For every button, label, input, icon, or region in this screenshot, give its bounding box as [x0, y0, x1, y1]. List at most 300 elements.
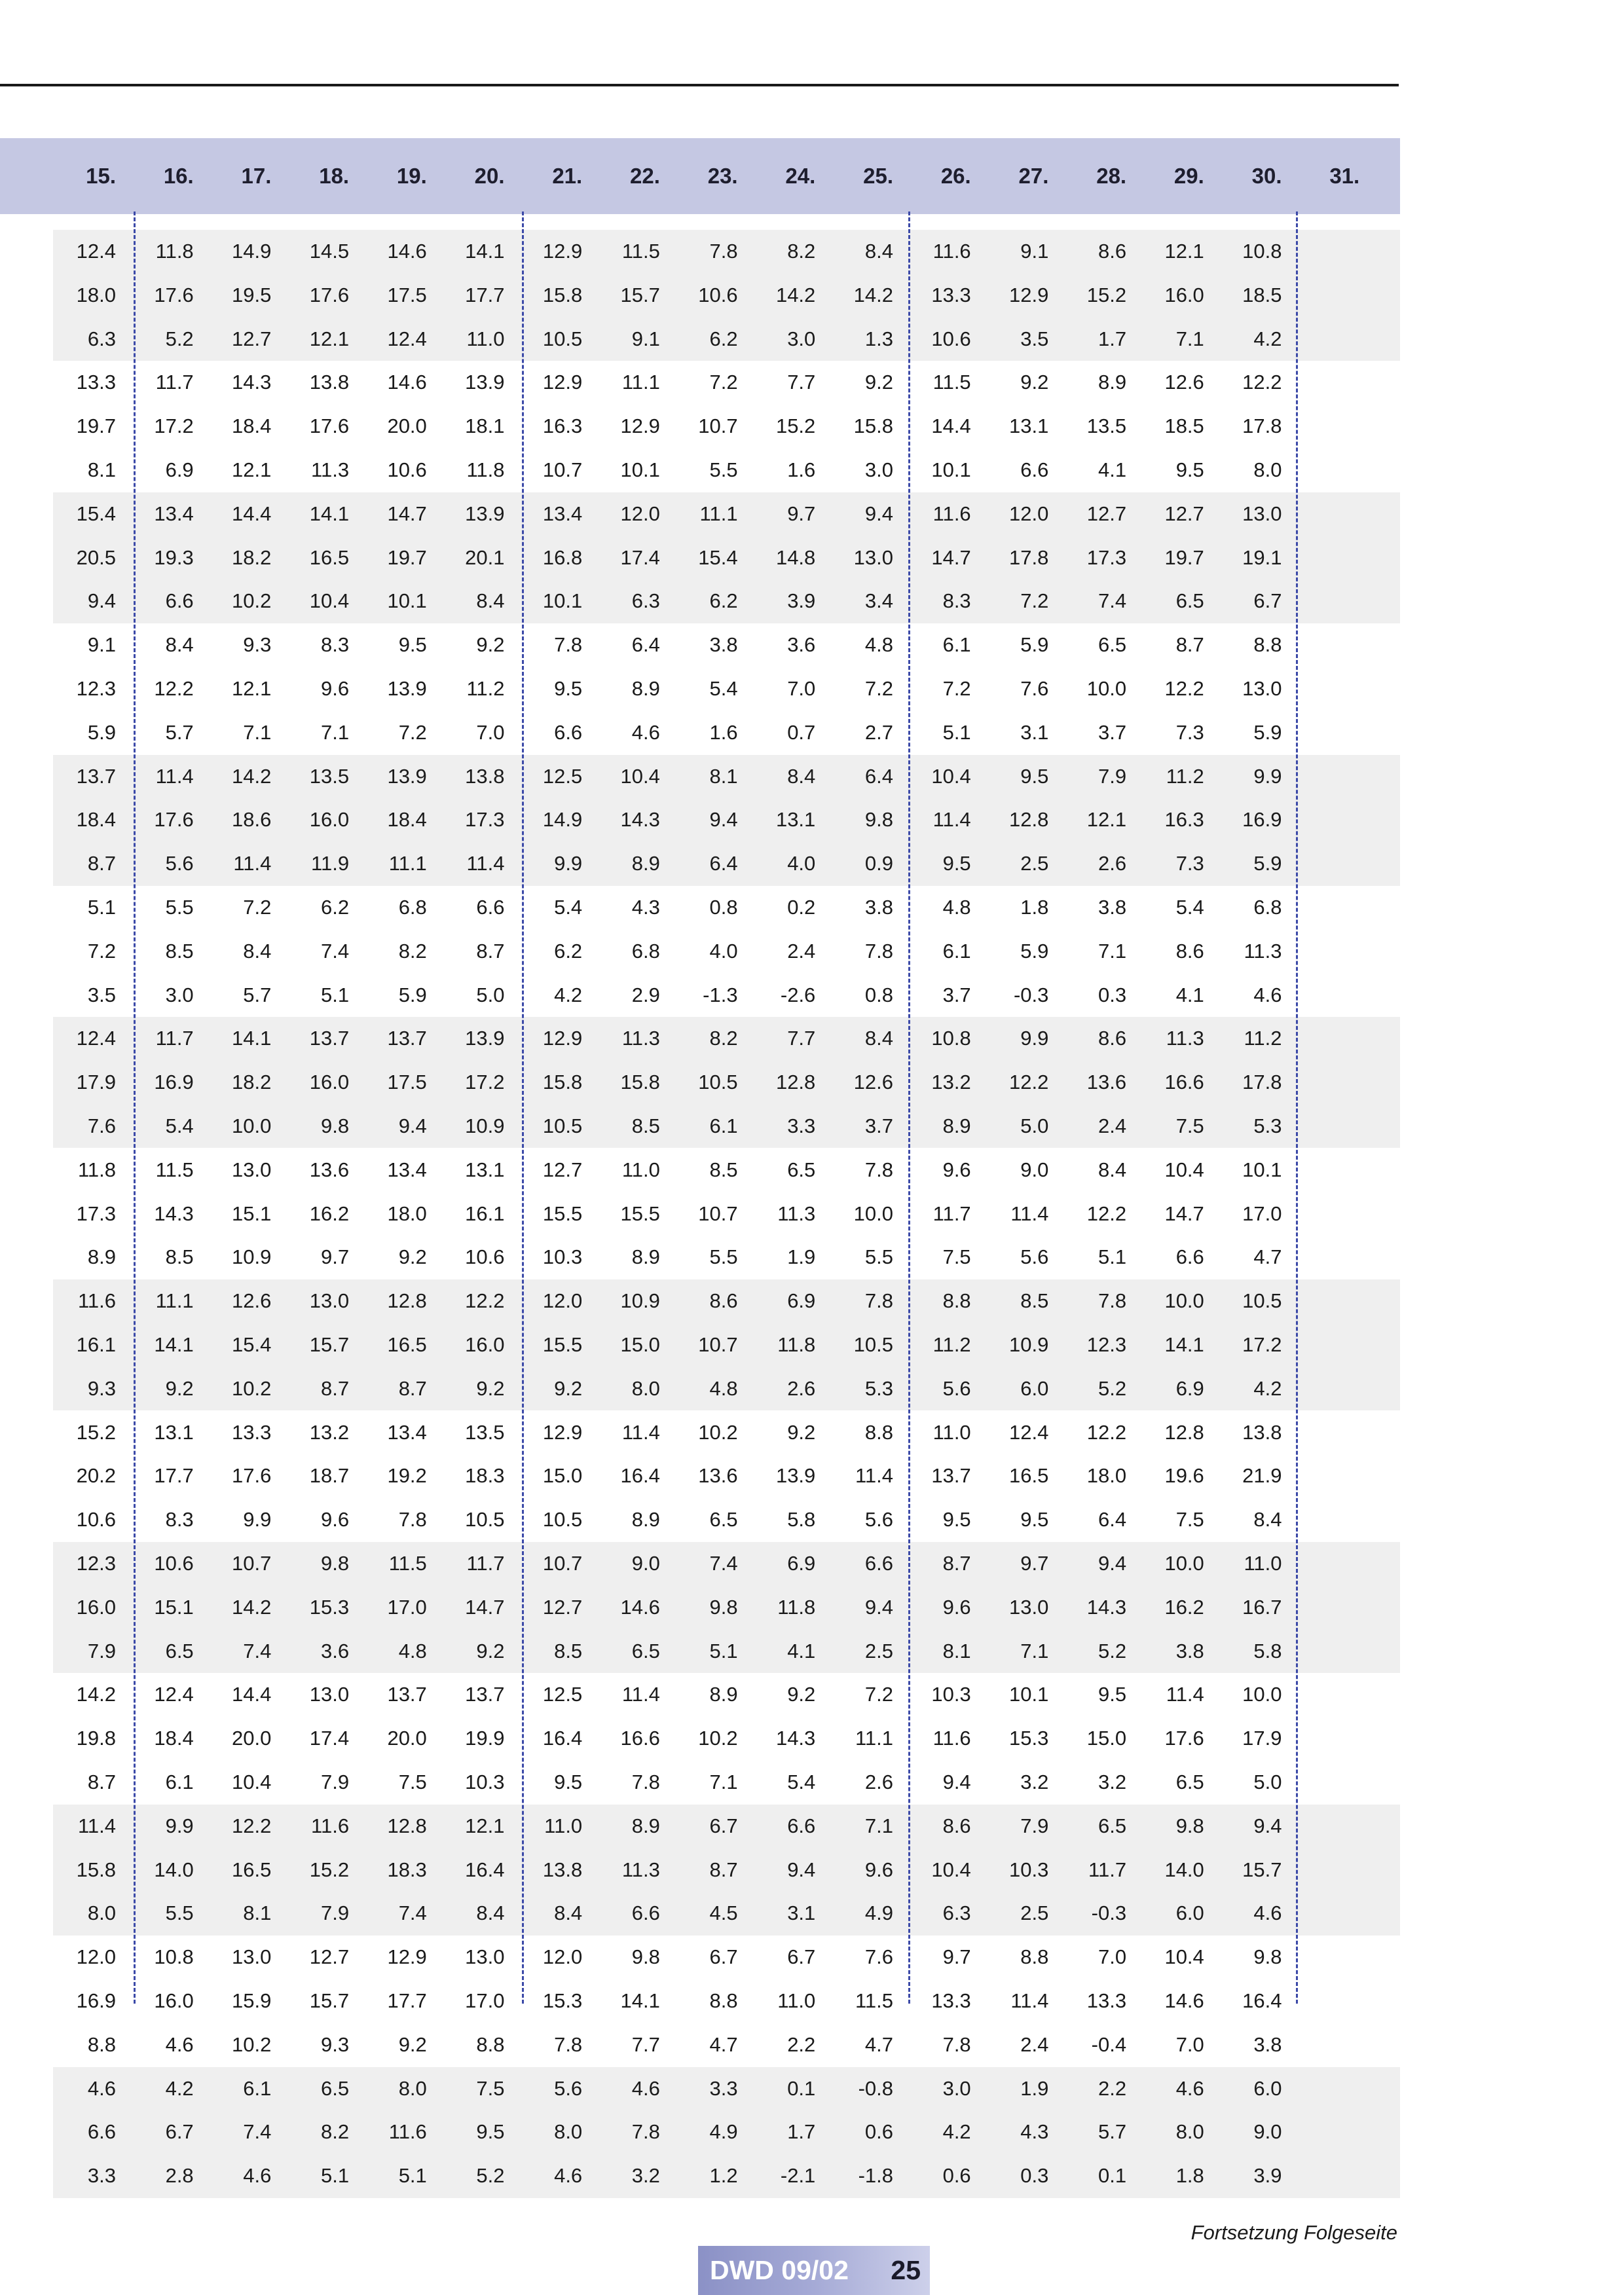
table-cell: 5.9	[398, 983, 427, 1006]
table-cell: 13.8	[309, 371, 350, 394]
table-cell: 10.7	[232, 1552, 272, 1575]
table-cell: -0.3	[1091, 1901, 1127, 1925]
table-cell: 14.1	[154, 1333, 194, 1356]
table-cell: 12.8	[387, 1289, 427, 1313]
table-cell: 7.1	[320, 720, 350, 744]
table-cell: 15.5	[542, 1202, 583, 1225]
table-cell: 4.7	[709, 2032, 738, 2056]
table-cell: 14.6	[387, 371, 427, 394]
table-cell: 15.0	[620, 1333, 660, 1356]
table-cell: 3.2	[1020, 1771, 1049, 1793]
table-cell: 10.5	[542, 327, 583, 350]
table-cell: 12.2	[1086, 1202, 1127, 1225]
table-cell: 5.8	[787, 1508, 816, 1532]
table-cell: 10.6	[154, 1552, 194, 1575]
table-cell: 14.6	[620, 1595, 660, 1619]
table-cell: 4.6	[87, 2076, 116, 2100]
table-cell: 0.6	[942, 2164, 971, 2188]
table-cell: 13.2	[931, 1071, 971, 1094]
table-cell: 6.5	[709, 1508, 738, 1532]
table-cell: 3.7	[864, 1114, 893, 1137]
table-cell: 14.2	[232, 1595, 272, 1619]
table-cell: 14.9	[232, 240, 272, 263]
table-cell: 12.2	[465, 1289, 505, 1313]
table-cell: 15.8	[542, 283, 583, 306]
table-cell: 3.3	[787, 1114, 816, 1137]
table-cell: 15.2	[775, 414, 816, 438]
table-cell: 5.9	[1020, 633, 1049, 657]
table-cell: 6.6	[864, 1552, 893, 1575]
table-cell: 3.6	[320, 1639, 350, 1662]
table-cell: 7.2	[87, 939, 116, 963]
table-cell: 19.6	[1164, 1464, 1204, 1488]
day-header: 26.	[940, 164, 971, 188]
table-cell: 7.4	[243, 1639, 272, 1662]
table-cell: 8.4	[864, 1027, 893, 1050]
table-cell: 16.3	[1164, 808, 1204, 832]
table-cell: 6.5	[1175, 1771, 1204, 1793]
table-cell: 14.6	[1164, 1989, 1204, 2012]
table-cell: 16.2	[309, 1202, 350, 1225]
table-cell: 16.0	[1164, 283, 1204, 306]
table-cell: 6.9	[787, 1289, 816, 1313]
table-cell: 14.7	[465, 1595, 505, 1619]
table-cell: 13.9	[387, 764, 427, 788]
table-cell: 8.2	[320, 2120, 350, 2144]
day-header: 19.	[396, 164, 427, 188]
table-cell: 1.6	[709, 720, 738, 744]
table-cell: 11.6	[932, 240, 971, 263]
table-cell: 12.3	[76, 677, 116, 700]
table-cell: 16.0	[76, 1595, 116, 1619]
table-cell: 10.5	[465, 1508, 505, 1532]
table-cell: 12.1	[232, 458, 272, 481]
table-cell: 16.5	[309, 545, 350, 569]
table-cell: 12.3	[76, 1552, 116, 1575]
table-cell: 16.9	[154, 1071, 194, 1094]
table-cell: 13.8	[542, 1858, 583, 1881]
table-cell: 8.5	[709, 1158, 738, 1181]
table-cell: 14.4	[931, 414, 971, 438]
table-cell: 11.8	[155, 240, 194, 263]
table-cell: 19.8	[76, 1727, 116, 1750]
table-cell: -1.3	[703, 983, 738, 1006]
table-cell: 11.1	[621, 371, 660, 394]
table-cell: 18.4	[387, 808, 427, 832]
table-cell: 10.0	[1086, 677, 1127, 700]
table-cell: 4.3	[1020, 2120, 1049, 2144]
table-cell: 0.1	[1098, 2164, 1127, 2188]
day-header: 31.	[1329, 164, 1360, 188]
table-cell: 8.0	[398, 2076, 427, 2100]
table-cell: 17.0	[465, 1989, 505, 2012]
table-cell: 13.9	[775, 1464, 816, 1488]
table-cell: 8.7	[320, 1376, 350, 1400]
table-cell: 9.8	[320, 1552, 350, 1575]
table-cell: 9.6	[320, 1508, 350, 1532]
table-cell: 9.4	[1253, 1814, 1282, 1837]
table-cell: 9.5	[1020, 1508, 1049, 1532]
table-cell: 2.6	[1098, 852, 1127, 875]
table-cell: 9.4	[709, 808, 738, 832]
table-cell: 14.3	[232, 371, 272, 394]
table-cell: 11.8	[777, 1333, 816, 1356]
table-cell: 9.9	[554, 852, 583, 875]
table-cell: 11.8	[777, 1595, 816, 1619]
table-cell: 0.8	[709, 896, 738, 919]
table-cell: 11.0	[466, 327, 505, 350]
table-cell: 9.2	[554, 1376, 583, 1400]
table-cell: 15.2	[309, 1858, 350, 1881]
table-cell: 19.7	[1164, 545, 1204, 569]
table-cell: 12.4	[154, 1683, 194, 1706]
table-cell: 11.6	[388, 2120, 427, 2144]
table-cell: 10.2	[698, 1727, 738, 1750]
table-cell: 8.1	[243, 1901, 272, 1925]
day-header: 28.	[1096, 164, 1127, 188]
table-cell: 10.9	[232, 1245, 272, 1269]
table-cell: 17.6	[309, 283, 350, 306]
table-cell: 8.4	[165, 633, 194, 657]
table-cell: 3.4	[864, 589, 893, 613]
table-cell: 13.9	[465, 502, 505, 525]
table-cell: 17.6	[154, 808, 194, 832]
table-cell: 6.9	[1175, 1376, 1204, 1400]
table-cell: 12.9	[542, 240, 583, 263]
table-cell: 10.7	[542, 458, 583, 481]
table-cell: 4.2	[942, 2120, 971, 2144]
table-cell: 4.1	[1098, 458, 1127, 481]
table-cell: 13.6	[309, 1158, 350, 1181]
table-cell: 6.0	[1253, 2076, 1282, 2100]
table-cell: -2.6	[780, 983, 816, 1006]
table-cell: 6.4	[709, 852, 738, 875]
table-cell: 7.2	[864, 677, 893, 700]
table-cell: 6.4	[631, 633, 660, 657]
table-cell: 17.7	[387, 1989, 427, 2012]
table-cell: 7.8	[554, 633, 583, 657]
day-header: 18.	[319, 164, 350, 188]
table-cell: 3.8	[1253, 2032, 1282, 2056]
table-cell: 9.5	[942, 852, 971, 875]
table-cell: 3.0	[787, 327, 816, 350]
table-cell: 18.0	[1086, 1464, 1127, 1488]
table-cell: 7.1	[1175, 327, 1204, 350]
table-cell: 8.2	[398, 939, 427, 963]
table-cell: 6.2	[709, 327, 738, 350]
table-cell: 11.2	[932, 1333, 971, 1356]
table-cell: 11.6	[311, 1814, 350, 1837]
table-cell: 2.4	[1098, 1114, 1127, 1137]
table-cell: -2.1	[780, 2164, 816, 2188]
table-cell: 5.4	[709, 677, 738, 700]
table-cell: 10.3	[465, 1771, 505, 1793]
table-cell: 8.6	[1175, 939, 1204, 963]
table-cell: 7.1	[864, 1814, 893, 1837]
table-cell: 5.6	[942, 1376, 971, 1400]
table-cell: 15.8	[853, 414, 893, 438]
table-cell: 8.0	[631, 1376, 660, 1400]
table-cell: 7.9	[320, 1901, 350, 1925]
table-cell: 13.3	[76, 371, 116, 394]
table-cell: 17.8	[1009, 545, 1049, 569]
table-cell: 14.3	[1086, 1595, 1127, 1619]
table-cell: 9.2	[787, 1420, 816, 1444]
table-cell: 11.4	[621, 1683, 660, 1706]
table-cell: 11.3	[1166, 1027, 1204, 1050]
table-cell: 9.2	[864, 371, 893, 394]
table-cell: 17.8	[1242, 1071, 1282, 1094]
table-cell: 14.1	[1164, 1333, 1204, 1356]
table-cell: 6.5	[165, 1639, 194, 1662]
table-cell: 20.5	[76, 545, 116, 569]
table-cell: 4.6	[554, 2164, 583, 2188]
table-cell: 3.0	[942, 2076, 971, 2100]
table-cell: 6.6	[1020, 458, 1049, 481]
table-cell: 16.5	[1009, 1464, 1049, 1488]
table-cell: 12.6	[232, 1289, 272, 1313]
table-cell: 7.9	[1020, 1814, 1049, 1837]
table-cell: 1.6	[787, 458, 816, 481]
table-cell: 5.9	[1253, 852, 1282, 875]
table-cell: 5.9	[1253, 720, 1282, 744]
table-cell: 7.8	[709, 240, 738, 263]
table-cell: 5.1	[398, 2164, 427, 2188]
table-cell: 10.9	[1009, 1333, 1049, 1356]
page-number: 25	[891, 2255, 921, 2285]
table-cell: 17.6	[232, 1464, 272, 1488]
table-cell: 10.2	[232, 1376, 272, 1400]
table-cell: 20.0	[387, 414, 427, 438]
table-cell: 13.7	[309, 1027, 350, 1050]
table-cell: 17.3	[465, 808, 505, 832]
table-cell: 6.9	[165, 458, 194, 481]
table-cell: 11.2	[1244, 1027, 1282, 1050]
table-cell: 3.9	[787, 589, 816, 613]
table-cell: 7.4	[243, 2120, 272, 2144]
table-cell: 15.4	[76, 502, 116, 525]
table-cell: 8.0	[1253, 458, 1282, 481]
table-cell: 17.7	[465, 283, 505, 306]
table-cell: 6.8	[1253, 896, 1282, 919]
table-cell: 4.9	[864, 1901, 893, 1925]
table-cell: 15.4	[698, 545, 738, 569]
table-cell: 6.3	[631, 589, 660, 613]
table-cell: 12.1	[1086, 808, 1127, 832]
table-cell: 11.3	[621, 1027, 660, 1050]
table-cell: 9.5	[554, 677, 583, 700]
table-cell: 4.2	[1253, 327, 1282, 350]
table-cell: 8.6	[1098, 1027, 1127, 1050]
table-cell: 7.2	[1020, 589, 1049, 613]
table-cell: 2.4	[787, 939, 816, 963]
table-cell: 10.7	[698, 1333, 738, 1356]
table-cell: 8.9	[631, 677, 660, 700]
table-cell: 9.6	[864, 1858, 893, 1881]
table-cell: 12.9	[620, 414, 660, 438]
table-cell: 7.4	[1098, 589, 1127, 613]
table-cell: 19.7	[76, 414, 116, 438]
table-cell: 16.9	[1242, 808, 1282, 832]
table-cell: 14.2	[853, 283, 893, 306]
table-cell: 3.5	[87, 983, 116, 1006]
table-cell: 11.5	[932, 371, 971, 394]
table-cell: 12.7	[1164, 502, 1204, 525]
table-cell: 10.8	[1242, 240, 1282, 263]
table-cell: 4.9	[709, 2120, 738, 2144]
continuation-note: Fortsetzung Folgeseite	[1190, 2221, 1397, 2244]
table-cell: 18.4	[232, 414, 272, 438]
table-cell: 8.9	[631, 1508, 660, 1532]
table-cell: 15.7	[1242, 1858, 1282, 1881]
table-cell: 13.3	[931, 283, 971, 306]
table-cell: 0.1	[787, 2076, 816, 2100]
table-cell: 8.7	[398, 1376, 427, 1400]
table-cell: 5.4	[554, 896, 583, 919]
table-cell: 5.0	[1253, 1771, 1282, 1793]
table-cell: 15.2	[1086, 283, 1127, 306]
table-cell: 10.7	[698, 414, 738, 438]
table-cell: 10.1	[931, 458, 971, 481]
table-cell: 9.5	[476, 2120, 505, 2144]
table-cell: 19.1	[1242, 545, 1282, 569]
table-cell: 11.5	[855, 1989, 893, 2012]
week-divider	[134, 211, 136, 2004]
week-divider	[908, 211, 910, 2004]
table-cell: 11.4	[233, 852, 272, 875]
table-cell: 8.4	[1253, 1508, 1282, 1532]
table-cell: 17.6	[1164, 1727, 1204, 1750]
table-cell: 8.5	[165, 1245, 194, 1269]
table-cell: 5.1	[320, 983, 350, 1006]
table-cell: 9.4	[1098, 1552, 1127, 1575]
table-cell: 0.8	[864, 983, 893, 1006]
table-cell: 5.6	[1020, 1245, 1049, 1269]
table-cell: 12.2	[232, 1814, 272, 1837]
table-cell: -0.4	[1091, 2032, 1127, 2056]
table-cell: 8.8	[1253, 633, 1282, 657]
table-cell: 4.6	[1175, 2076, 1204, 2100]
table-cell: 4.7	[864, 2032, 893, 2056]
table-cell: 11.3	[621, 1858, 660, 1881]
table-cell: 14.8	[775, 545, 816, 569]
table-cell: 8.4	[787, 764, 816, 788]
table-cell: 5.4	[1175, 896, 1204, 919]
table-cell: 16.4	[620, 1464, 660, 1488]
table-cell: 1.7	[787, 2120, 816, 2144]
table-cell: 11.6	[932, 502, 971, 525]
table-cell: 10.3	[542, 1245, 583, 1269]
table-cell: 11.4	[155, 764, 194, 788]
table-cell: 6.4	[864, 764, 893, 788]
table-cell: 1.8	[1175, 2164, 1204, 2188]
table-cell: 13.0	[232, 1158, 272, 1181]
table-cell: 16.7	[1242, 1595, 1282, 1619]
table-cell: 11.8	[466, 458, 505, 481]
table-cell: 4.6	[165, 2032, 194, 2056]
table-cell: 8.2	[709, 1027, 738, 1050]
table-cell: 14.2	[775, 283, 816, 306]
table-cell: 18.1	[465, 414, 505, 438]
table-cell: 13.0	[1009, 1595, 1049, 1619]
table-cell: 16.0	[465, 1333, 505, 1356]
table-cell: 7.6	[87, 1114, 116, 1137]
table-cell: 7.4	[398, 1901, 427, 1925]
table-cell: 13.6	[1086, 1071, 1127, 1094]
day-header: 20.	[474, 164, 505, 188]
table-cell: 5.2	[165, 327, 194, 350]
table-cell: 2.6	[864, 1771, 893, 1793]
table-cell: 6.5	[320, 2076, 350, 2100]
table-cell: 9.9	[1020, 1027, 1049, 1050]
table-cell: 7.6	[864, 1945, 893, 1969]
table-cell: 20.0	[387, 1727, 427, 1750]
table-cell: 6.2	[320, 896, 350, 919]
table-cell: 1.3	[864, 327, 893, 350]
table-cell: 5.7	[165, 720, 194, 744]
table-cell: 10.7	[542, 1552, 583, 1575]
table-cell: 6.0	[1175, 1901, 1204, 1925]
table-cell: 15.7	[309, 1333, 350, 1356]
table-cell: 5.9	[1020, 939, 1049, 963]
table-cell: 12.8	[387, 1814, 427, 1837]
table-cell: 1.7	[1098, 327, 1127, 350]
table-cell: 11.0	[1244, 1552, 1282, 1575]
table-cell: 13.1	[1009, 414, 1049, 438]
table-cell: 10.0	[853, 1202, 893, 1225]
table-cell: 6.8	[631, 939, 660, 963]
table-cell: 8.9	[87, 1245, 116, 1269]
table-cell: 13.7	[76, 764, 116, 788]
table-cell: -0.8	[858, 2076, 893, 2100]
table-cell: 4.0	[709, 939, 738, 963]
table-cell: 19.5	[232, 283, 272, 306]
table-cell: 9.5	[398, 633, 427, 657]
table-cell: 10.0	[1164, 1552, 1204, 1575]
table-cell: 9.1	[87, 633, 116, 657]
table-cell: 15.8	[542, 1071, 583, 1094]
table-cell: 17.3	[1086, 545, 1127, 569]
table-cell: 7.4	[709, 1552, 738, 1575]
table-cell: 8.0	[87, 1901, 116, 1925]
table-cell: 14.7	[387, 502, 427, 525]
table-cell: 12.7	[542, 1158, 583, 1181]
week-divider	[1296, 211, 1298, 2004]
table-cell: 12.5	[542, 764, 583, 788]
table-cell: 13.5	[309, 764, 350, 788]
table-cell: 7.6	[1020, 677, 1049, 700]
table-cell: 8.8	[709, 1989, 738, 2012]
table-cell: 10.4	[232, 1771, 272, 1793]
table-cell: 8.4	[554, 1901, 583, 1925]
table-cell: 3.6	[787, 633, 816, 657]
day-header: 23.	[707, 164, 738, 188]
table-cell: 13.0	[309, 1683, 350, 1706]
table-cell: -0.3	[1013, 983, 1049, 1006]
table-cell: 9.7	[320, 1245, 350, 1269]
table-cell: 13.5	[1086, 414, 1127, 438]
table-cell: 9.2	[476, 1639, 505, 1662]
table-cell: 2.9	[631, 983, 660, 1006]
table-cell: 2.5	[1020, 852, 1049, 875]
table-cell: 10.2	[232, 2032, 272, 2056]
table-cell: 4.2	[165, 2076, 194, 2100]
table-cell: 9.7	[787, 502, 816, 525]
table-cell: 13.4	[387, 1158, 427, 1181]
table-cell: 10.0	[232, 1114, 272, 1137]
table-cell: 10.4	[1164, 1945, 1204, 1969]
table-cell: 5.0	[1020, 1114, 1049, 1137]
